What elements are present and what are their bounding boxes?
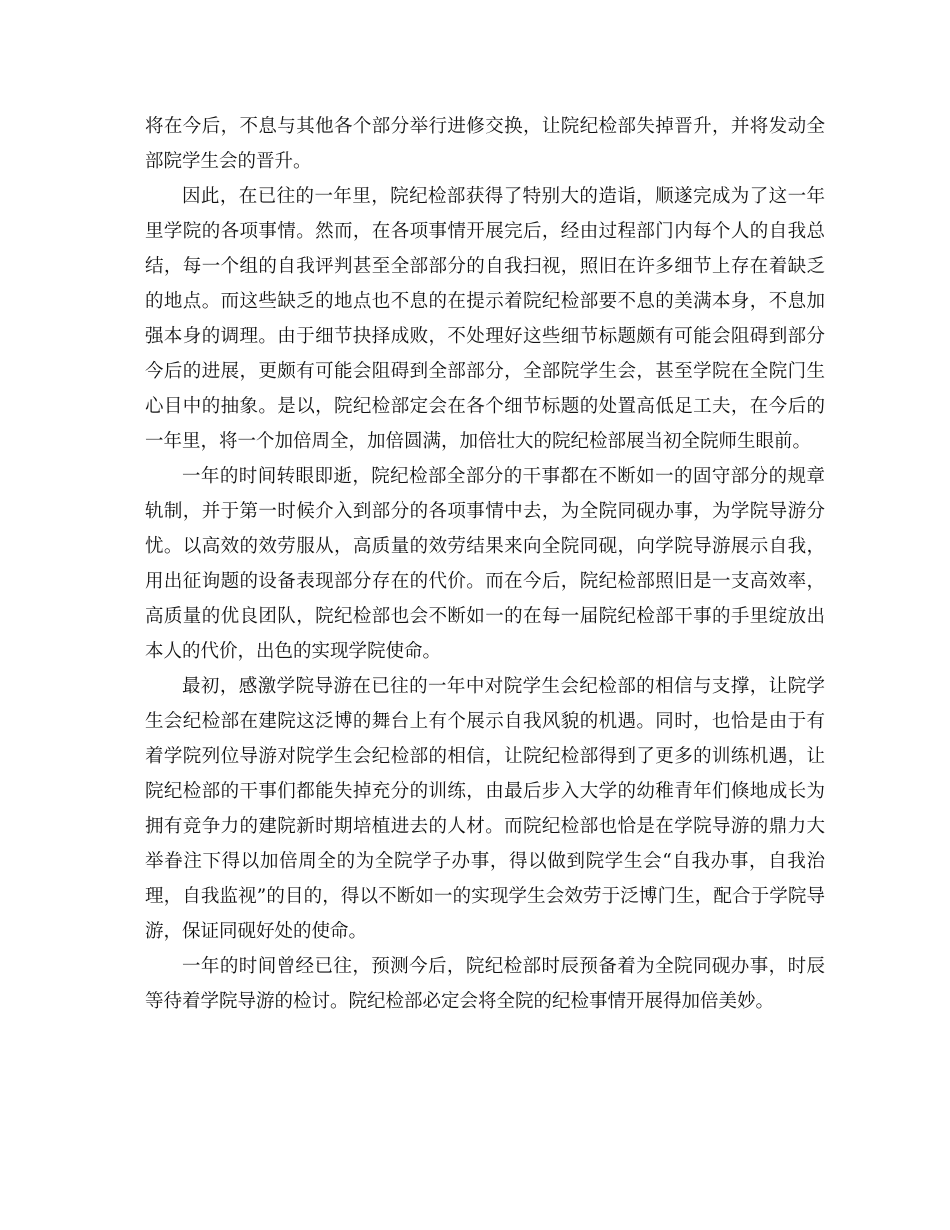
paragraph-4: 最初，感激学院导游在已往的一年中对院学生会纪检部的相信与支撑，让院学生会纪检部在建院这泛博的舞台上有个展示自我风貌的机遇。同时，也恰是由于有着学院列位导游对院学生会纪检部的相信，让院纪检部得到了更多的训练机遇，让院纪检部的干事们都能失掉充分的训练，由最后步入大学的幼稚青年们倏地成长为拥有竞争力的建院新时期培植进去的人材。而院纪检部也恰是在学院导游的鼎力大举眷注下得以加倍周全的为全院学子办事，得以做到院学生会“自我办事，自我治理，自我监视”的目的，得以不断如一的实现学生会效劳于泛博门生，配合于学院导游，保证同砚好处的使命。 <box>145 676 825 942</box>
paragraph-3: 一年的时间转眼即逝，院纪检部全部分的干事都在不断如一的固守部分的规章轨制，并于第一时候介入到部分的各项事情中去，为全院同砚办事，为学院导游分忧。以高效的效劳服从，高质量的效劳结果来向全院同砚，向学院导游展示自我，用出征询题的设备表现部分存在的代价。而在今后，院纪检部照旧是一支高效率，高质量的优良团队，院纪检部也会不断如一的在每一届院纪检部干事的手里绽放出本人的代价，出色的实现学院使命。 <box>145 466 825 662</box>
paragraph-2: 因此，在已往的一年里，院纪检部获得了特别大的造诣，顺遂完成为了这一年里学院的各项事情。然而，在各项事情开展完后，经由过程部门内每个人的自我总结，每一个组的自我评判甚至全部部分的自我扫视，照旧在许多细节上存在着缺乏的地点。而这些缺乏的地点也不息的在提示着院纪检部要不息的美满本身，不息加强本身的调理。由于细节抉择成败，不处理好这些细节标题颇有可能会阻碍到部分今后的进展，更颇有可能会阻碍到全部部分，全部院学生会，甚至学院在全院门生心目中的抽象。是以，院纪检部定会在各个细节标题的处置高低足工夫，在今后的一年里，将一个加倍周全，加倍圆满，加倍壮大的院纪检部展当初全院师生眼前。 <box>145 186 825 452</box>
paragraph-1: 将在今后，不息与其他各个部分举行进修交换，让院纪检部失掉晋升，并将发动全部院学生会的晋升。 <box>145 116 825 172</box>
paragraph-5: 一年的时间曾经已往，预测今后，院纪检部时辰预备着为全院同砚办事，时辰等待着学院导游的检讨。院纪检部必定会将全院的纪检事情开展得加倍美妙。 <box>145 956 825 1012</box>
document-body <box>145 109 825 1019</box>
